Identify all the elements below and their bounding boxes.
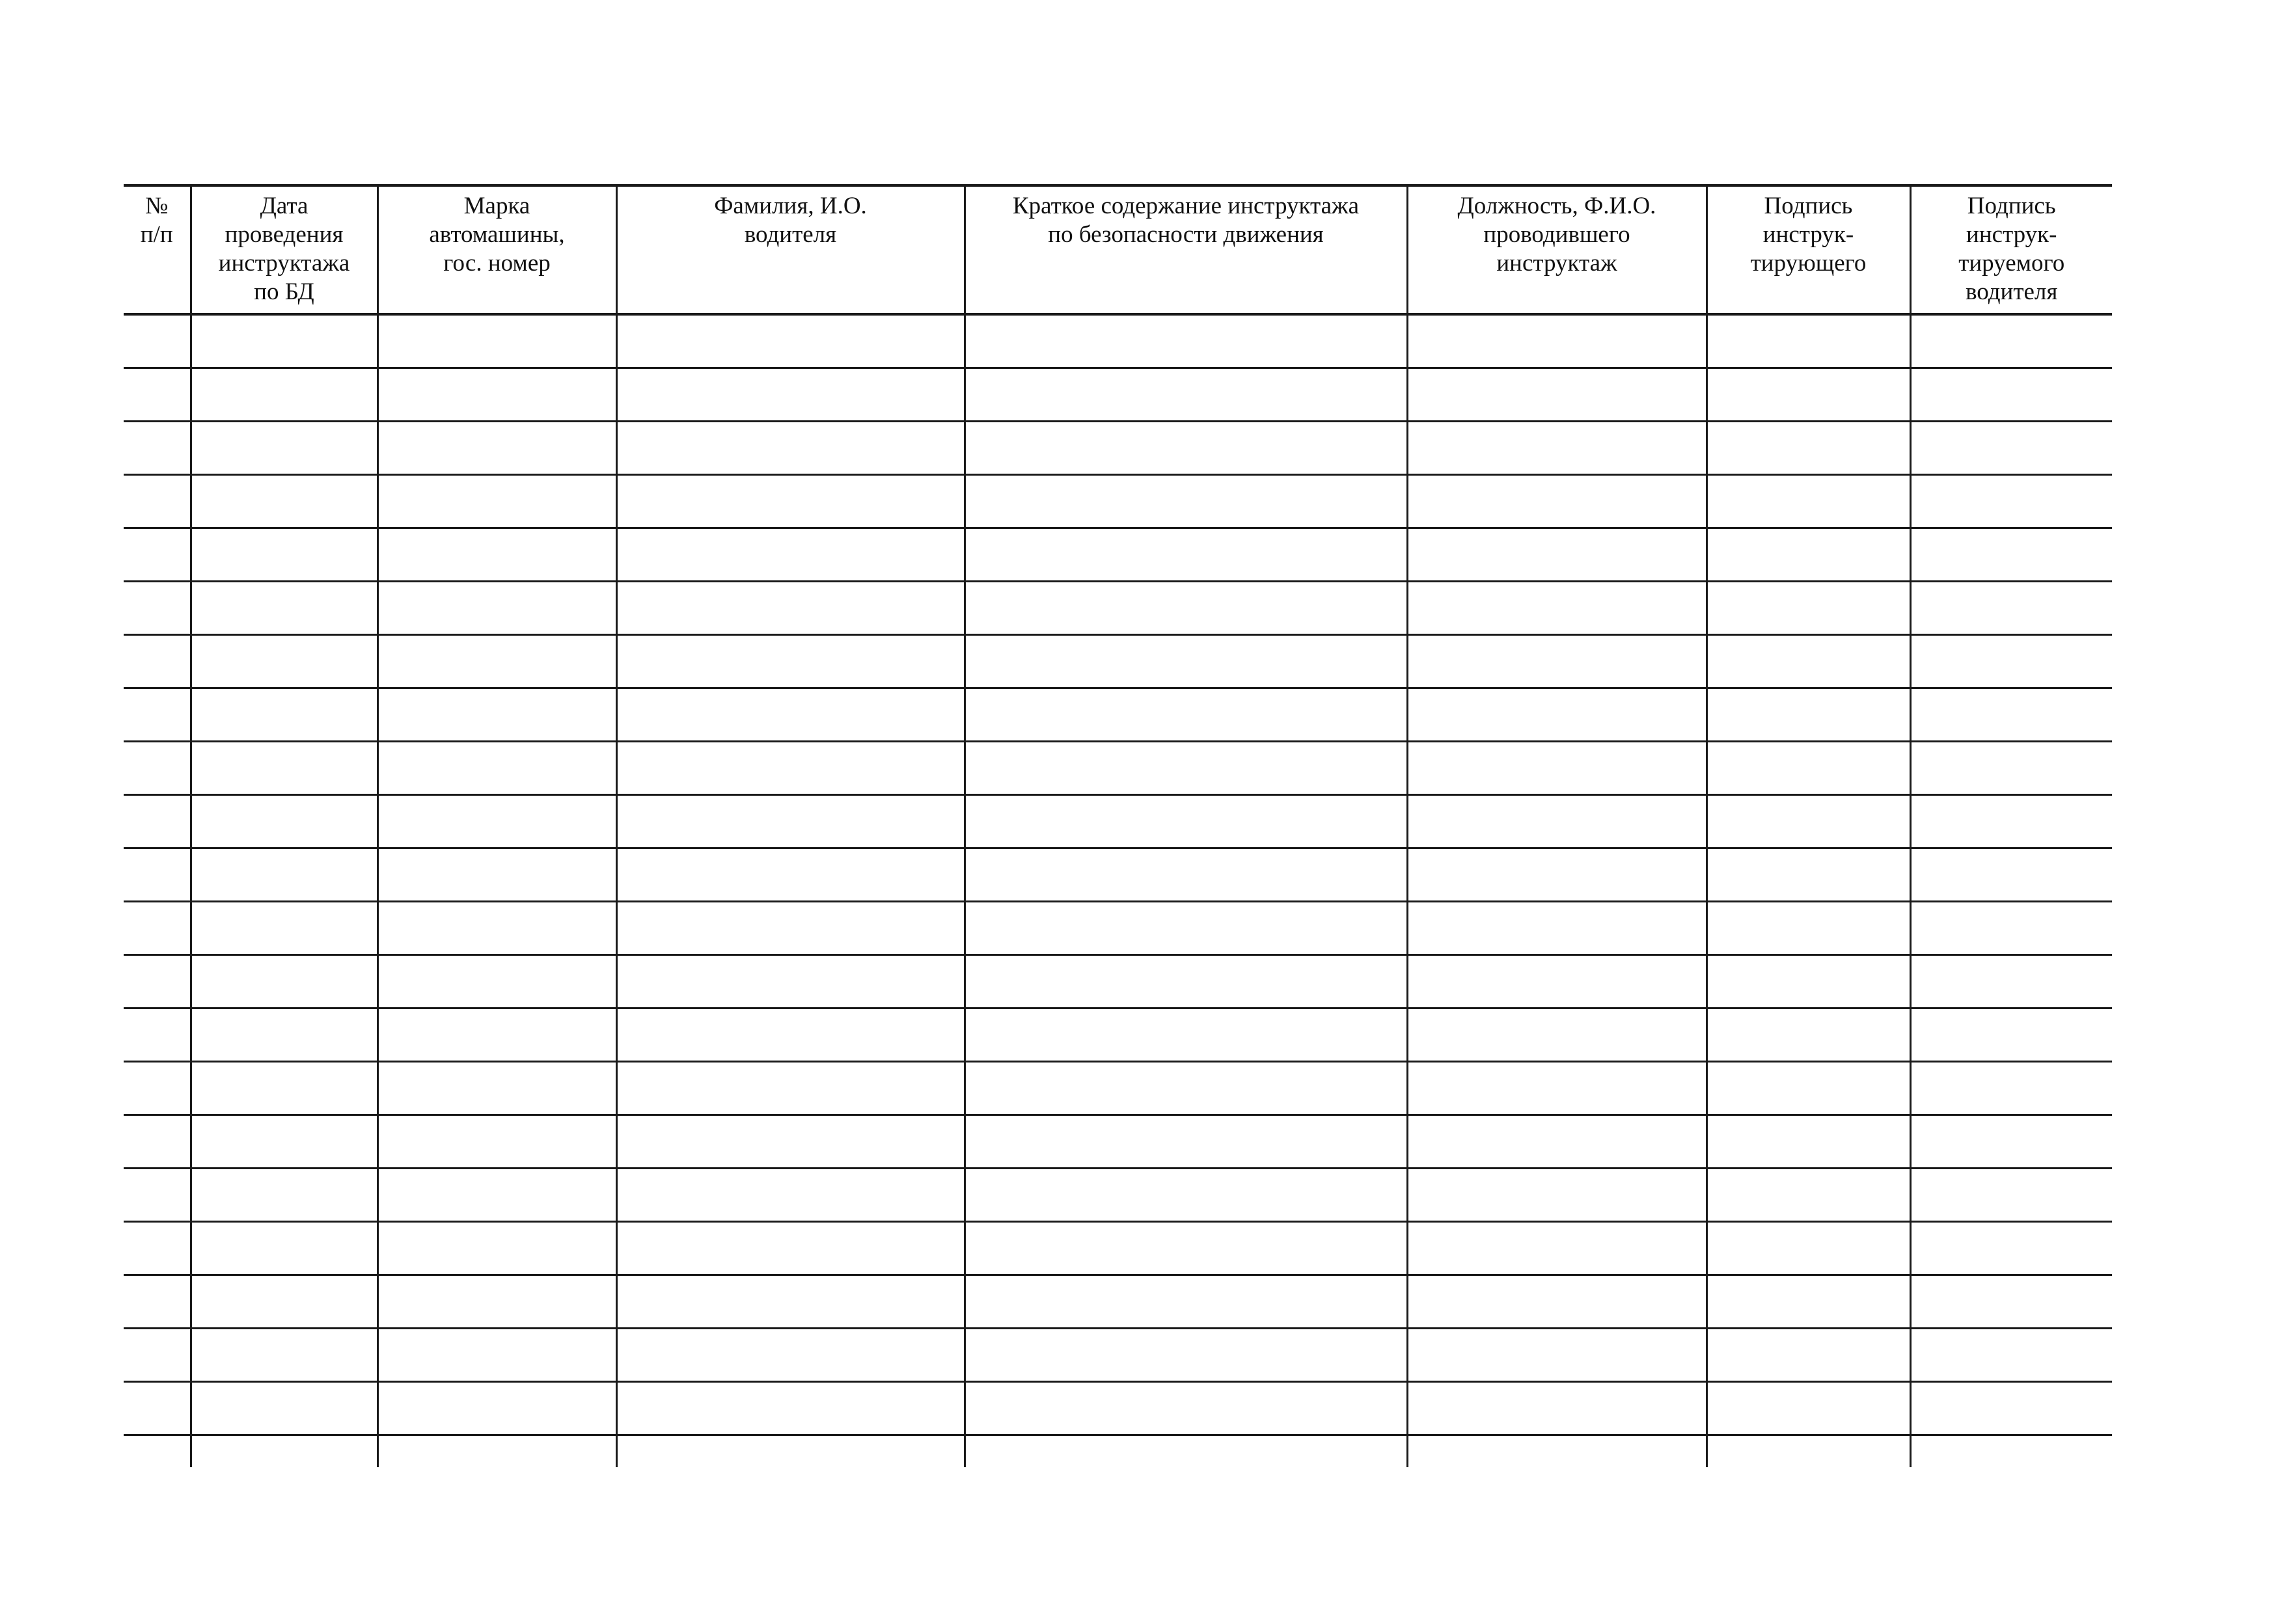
header-vehicle-label: Марка автомашины, гос. номер	[429, 193, 565, 277]
cell-instructor_signature	[1706, 368, 1910, 421]
header-instructor-signature	[1706, 185, 1910, 314]
cell-number	[124, 1061, 191, 1115]
cell-vehicle	[377, 1061, 616, 1115]
cell-driver	[616, 848, 965, 901]
cell-instructor	[1407, 1008, 1706, 1061]
cell-instructor_signature	[1706, 634, 1910, 688]
cell-vehicle	[377, 1168, 616, 1221]
cell-driver_signature	[1910, 954, 2112, 1008]
cell-vehicle	[377, 1275, 616, 1328]
cell-driver_signature	[1910, 1435, 2112, 1467]
cell-content	[965, 954, 1407, 1008]
cell-driver_signature	[1910, 688, 2112, 741]
cell-content	[965, 1328, 1407, 1381]
cell-content	[965, 1221, 1407, 1275]
table-row	[124, 421, 2112, 474]
cell-vehicle	[377, 741, 616, 794]
cell-vehicle	[377, 954, 616, 1008]
cell-instructor	[1407, 1435, 1706, 1467]
table-row	[124, 794, 2112, 848]
cell-instructor	[1407, 581, 1706, 634]
table-row	[124, 1221, 2112, 1275]
cell-content	[965, 528, 1407, 581]
cell-content	[965, 634, 1407, 688]
cell-content	[965, 581, 1407, 634]
table-row	[124, 1435, 2112, 1467]
cell-instructor_signature	[1706, 1168, 1910, 1221]
cell-instructor_signature	[1706, 421, 1910, 474]
cell-number	[124, 1381, 191, 1435]
cell-date	[191, 1381, 377, 1435]
cell-instructor_signature	[1706, 741, 1910, 794]
table-row	[124, 954, 2112, 1008]
table-row	[124, 741, 2112, 794]
table-row	[124, 1328, 2112, 1381]
cell-vehicle	[377, 368, 616, 421]
cell-driver	[616, 741, 965, 794]
header-date-label: Дата проведения инструктажа по БД	[218, 193, 350, 305]
cell-instructor	[1407, 368, 1706, 421]
cell-content	[965, 1061, 1407, 1115]
cell-vehicle	[377, 581, 616, 634]
cell-instructor	[1407, 741, 1706, 794]
cell-driver	[616, 688, 965, 741]
cell-driver_signature	[1910, 1221, 2112, 1275]
cell-vehicle	[377, 314, 616, 368]
cell-driver	[616, 1328, 965, 1381]
cell-instructor	[1407, 1221, 1706, 1275]
cell-content	[965, 1275, 1407, 1328]
cell-instructor_signature	[1706, 794, 1910, 848]
cell-date	[191, 474, 377, 528]
header-driver-signature	[1910, 185, 2112, 314]
cell-driver	[616, 1115, 965, 1168]
cell-driver	[616, 901, 965, 954]
cell-instructor	[1407, 848, 1706, 901]
cell-instructor	[1407, 1381, 1706, 1435]
table-row	[124, 634, 2112, 688]
cell-content	[965, 1435, 1407, 1467]
cell-date	[191, 314, 377, 368]
cell-instructor	[1407, 634, 1706, 688]
header-number	[124, 185, 191, 314]
cell-number	[124, 1328, 191, 1381]
cell-driver	[616, 1221, 965, 1275]
header-driver-signature-label: Подпись инструк- тируемого водителя	[1958, 193, 2065, 305]
cell-driver_signature	[1910, 1168, 2112, 1221]
cell-date	[191, 1435, 377, 1467]
header-driver-label: Фамилия, И.О. водителя	[714, 193, 867, 248]
cell-driver_signature	[1910, 901, 2112, 954]
cell-vehicle	[377, 688, 616, 741]
cell-vehicle	[377, 528, 616, 581]
cell-driver_signature	[1910, 741, 2112, 794]
cell-vehicle	[377, 1381, 616, 1435]
cell-instructor_signature	[1706, 688, 1910, 741]
cell-driver_signature	[1910, 1008, 2112, 1061]
cell-number	[124, 528, 191, 581]
cell-number	[124, 1275, 191, 1328]
cell-instructor_signature	[1706, 848, 1910, 901]
cell-vehicle	[377, 1008, 616, 1061]
cell-content	[965, 314, 1407, 368]
cell-driver	[616, 1275, 965, 1328]
table-row	[124, 1381, 2112, 1435]
cell-driver_signature	[1910, 581, 2112, 634]
cell-date	[191, 421, 377, 474]
cell-date	[191, 528, 377, 581]
cell-vehicle	[377, 794, 616, 848]
cell-driver_signature	[1910, 1115, 2112, 1168]
table-row	[124, 1061, 2112, 1115]
cell-vehicle	[377, 421, 616, 474]
cell-instructor	[1407, 474, 1706, 528]
cell-driver	[616, 528, 965, 581]
cell-vehicle	[377, 1435, 616, 1467]
cell-vehicle	[377, 901, 616, 954]
cell-instructor	[1407, 901, 1706, 954]
cell-instructor_signature	[1706, 1008, 1910, 1061]
cell-instructor_signature	[1706, 314, 1910, 368]
cell-driver_signature	[1910, 1061, 2112, 1115]
cell-instructor_signature	[1706, 474, 1910, 528]
cell-driver_signature	[1910, 421, 2112, 474]
cell-content	[965, 1168, 1407, 1221]
cell-driver_signature	[1910, 368, 2112, 421]
table-row	[124, 314, 2112, 368]
table-row	[124, 581, 2112, 634]
cell-date	[191, 901, 377, 954]
cell-instructor	[1407, 1328, 1706, 1381]
cell-vehicle	[377, 848, 616, 901]
cell-number	[124, 848, 191, 901]
header-vehicle	[377, 185, 616, 314]
cell-date	[191, 848, 377, 901]
cell-instructor	[1407, 954, 1706, 1008]
cell-number	[124, 581, 191, 634]
cell-number	[124, 634, 191, 688]
cell-instructor	[1407, 688, 1706, 741]
cell-content	[965, 794, 1407, 848]
cell-instructor_signature	[1706, 954, 1910, 1008]
cell-number	[124, 1168, 191, 1221]
cell-instructor	[1407, 794, 1706, 848]
cell-date	[191, 688, 377, 741]
cell-content	[965, 474, 1407, 528]
cell-content	[965, 1381, 1407, 1435]
cell-instructor_signature	[1706, 1115, 1910, 1168]
table-row	[124, 474, 2112, 528]
cell-driver	[616, 1168, 965, 1221]
table-row	[124, 1008, 2112, 1061]
cell-instructor_signature	[1706, 1061, 1910, 1115]
cell-driver_signature	[1910, 314, 2112, 368]
header-instructor-label: Должность, Ф.И.О. проводившего инструктаж	[1457, 193, 1656, 277]
header-date	[191, 185, 377, 314]
header-content-label: Краткое содержание инструктажа по безопасности движения	[1012, 193, 1360, 248]
cell-number	[124, 1008, 191, 1061]
table-row	[124, 688, 2112, 741]
cell-instructor_signature	[1706, 1435, 1910, 1467]
cell-date	[191, 1221, 377, 1275]
cell-number	[124, 474, 191, 528]
header-instructor-signature-label: Подпись инструк- тирующего	[1750, 193, 1867, 277]
cell-driver	[616, 421, 965, 474]
table-row	[124, 848, 2112, 901]
table-row	[124, 1115, 2112, 1168]
cell-instructor_signature	[1706, 1275, 1910, 1328]
cell-instructor	[1407, 1061, 1706, 1115]
cell-instructor_signature	[1706, 1221, 1910, 1275]
cell-date	[191, 368, 377, 421]
cell-vehicle	[377, 1328, 616, 1381]
cell-number	[124, 421, 191, 474]
cell-date	[191, 581, 377, 634]
cell-number	[124, 1221, 191, 1275]
cell-vehicle	[377, 1221, 616, 1275]
cell-number	[124, 368, 191, 421]
cell-date	[191, 1061, 377, 1115]
cell-driver_signature	[1910, 1328, 2112, 1381]
table-header-row	[124, 185, 2112, 314]
cell-instructor	[1407, 528, 1706, 581]
cell-driver	[616, 954, 965, 1008]
cell-content	[965, 1115, 1407, 1168]
cell-number	[124, 794, 191, 848]
cell-content	[965, 848, 1407, 901]
table-row	[124, 1275, 2112, 1328]
cell-number	[124, 1435, 191, 1467]
cell-vehicle	[377, 1115, 616, 1168]
cell-date	[191, 634, 377, 688]
cell-driver	[616, 1008, 965, 1061]
cell-content	[965, 368, 1407, 421]
cell-driver	[616, 1061, 965, 1115]
cell-driver	[616, 368, 965, 421]
cell-date	[191, 954, 377, 1008]
cell-content	[965, 421, 1407, 474]
cell-driver_signature	[1910, 474, 2112, 528]
cell-instructor_signature	[1706, 1381, 1910, 1435]
cell-instructor_signature	[1706, 901, 1910, 954]
cell-driver	[616, 794, 965, 848]
cell-driver_signature	[1910, 848, 2112, 901]
cell-driver_signature	[1910, 794, 2112, 848]
cell-date	[191, 1328, 377, 1381]
cell-number	[124, 688, 191, 741]
cell-instructor_signature	[1706, 581, 1910, 634]
cell-number	[124, 901, 191, 954]
cell-number	[124, 1115, 191, 1168]
cell-content	[965, 688, 1407, 741]
cell-driver_signature	[1910, 634, 2112, 688]
cell-driver	[616, 474, 965, 528]
cell-driver	[616, 1435, 965, 1467]
header-instructor	[1407, 185, 1706, 314]
cell-instructor_signature	[1706, 528, 1910, 581]
table-row	[124, 368, 2112, 421]
cell-content	[965, 1008, 1407, 1061]
cell-number	[124, 314, 191, 368]
table-body	[124, 314, 2112, 1467]
cell-driver	[616, 581, 965, 634]
header-number-label: № п/п	[140, 193, 173, 248]
cell-date	[191, 1115, 377, 1168]
cell-driver_signature	[1910, 1381, 2112, 1435]
cell-date	[191, 741, 377, 794]
safety-briefing-journal-table	[124, 184, 2112, 1467]
table-row	[124, 901, 2112, 954]
cell-driver	[616, 1381, 965, 1435]
header-content	[965, 185, 1407, 314]
table-row	[124, 1168, 2112, 1221]
cell-driver_signature	[1910, 528, 2112, 581]
cell-date	[191, 1008, 377, 1061]
cell-number	[124, 954, 191, 1008]
cell-instructor	[1407, 314, 1706, 368]
cell-content	[965, 901, 1407, 954]
cell-driver	[616, 634, 965, 688]
cell-date	[191, 1275, 377, 1328]
cell-date	[191, 1168, 377, 1221]
cell-driver_signature	[1910, 1275, 2112, 1328]
cell-vehicle	[377, 474, 616, 528]
cell-instructor	[1407, 1168, 1706, 1221]
cell-content	[965, 741, 1407, 794]
table-row	[124, 528, 2112, 581]
cell-number	[124, 741, 191, 794]
cell-driver	[616, 314, 965, 368]
cell-instructor	[1407, 1275, 1706, 1328]
cell-instructor_signature	[1706, 1328, 1910, 1381]
cell-instructor	[1407, 421, 1706, 474]
cell-date	[191, 794, 377, 848]
header-driver	[616, 185, 965, 314]
cell-instructor	[1407, 1115, 1706, 1168]
cell-vehicle	[377, 634, 616, 688]
